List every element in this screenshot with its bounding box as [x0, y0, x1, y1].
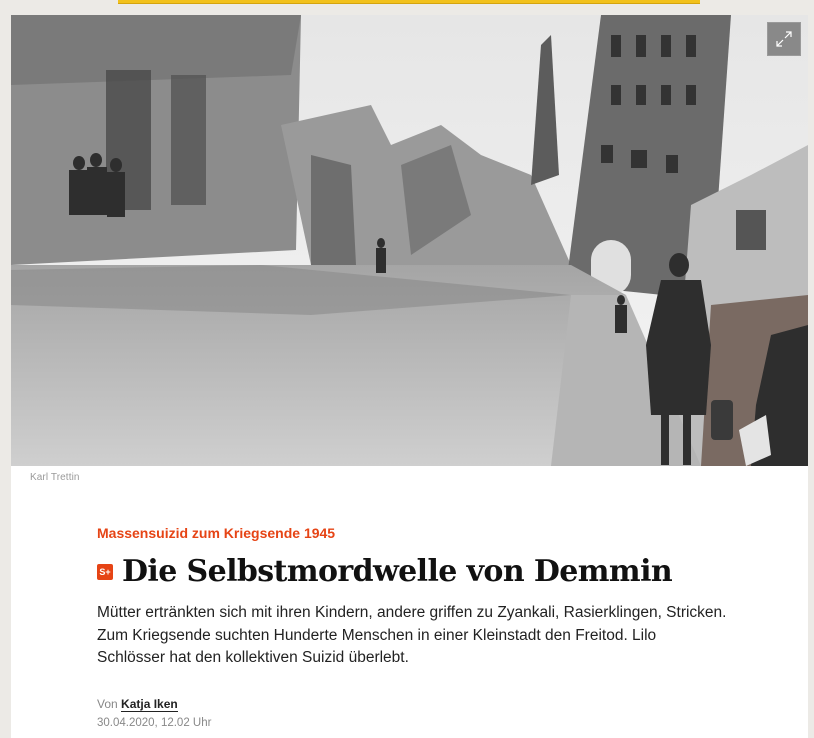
- hero-photo-illustration: [11, 15, 808, 466]
- photo-credit: Karl Trettin: [30, 472, 80, 483]
- article-card: [11, 15, 808, 738]
- article-headline[interactable]: Die Selbstmordwelle von Demmin: [122, 554, 673, 589]
- author-prefix: Von: [97, 696, 118, 711]
- author-line: [97, 695, 727, 713]
- spiegel-plus-badge: S+: [97, 564, 113, 580]
- article-kicker[interactable]: Massensuizid zum Kriegsende 1945: [97, 525, 336, 541]
- hero-photo: [11, 15, 808, 466]
- article-teaser: Mütter ertränkten sich mit ihren Kindern, andere griffen zu Zyankali, Rasierklingen, Stricken. Zum Kriegsende suchten Hunderte Menschen in einer Kleinstadt den Freitod. Lilo Schlösser hat den kollektiven Suizid überlebt.: [97, 604, 727, 666]
- top-banner-bar: [118, 0, 700, 4]
- headline-row: [97, 554, 727, 590]
- article-header: [97, 523, 727, 732]
- publish-date: 30.04.2020, 12.02 Uhr: [97, 716, 212, 729]
- expand-photo-button[interactable]: [767, 22, 801, 56]
- author-link[interactable]: Katja Iken: [121, 696, 178, 711]
- expand-icon: [776, 31, 792, 47]
